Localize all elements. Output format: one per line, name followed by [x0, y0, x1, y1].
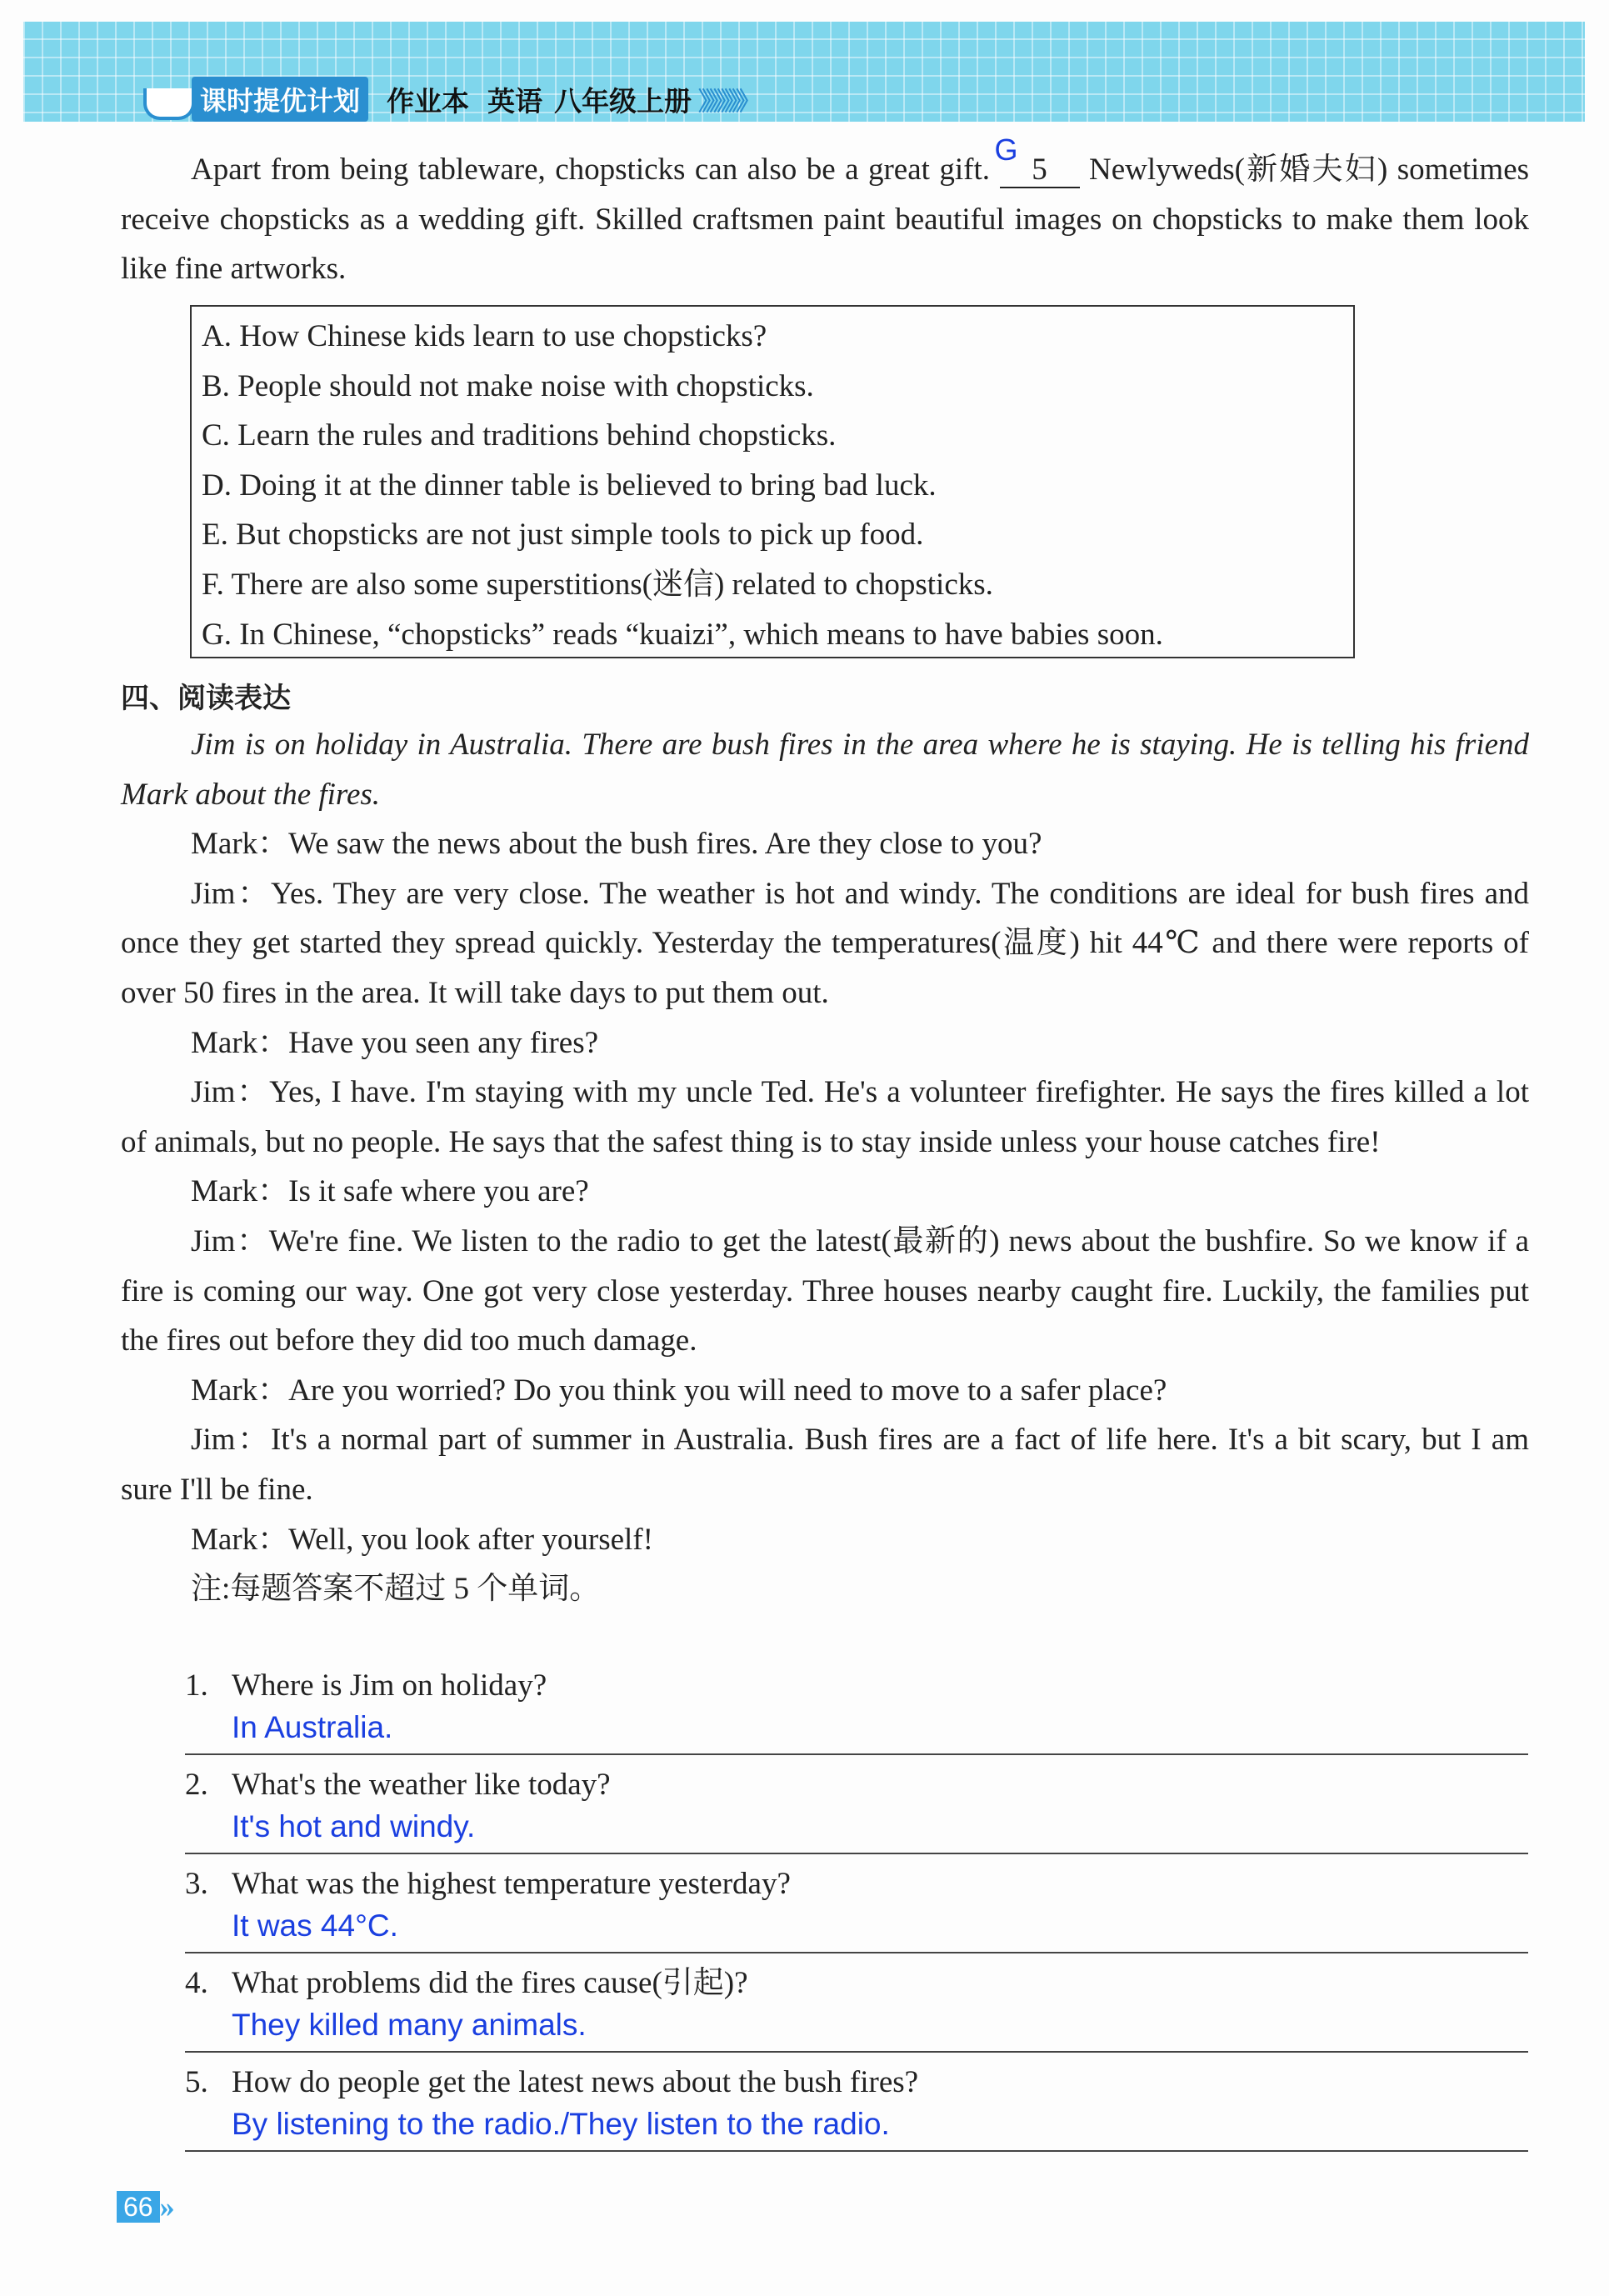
page-number: 66: [117, 2191, 160, 2223]
question-1: [185, 1665, 1528, 1755]
dialogue-line: Jim：Yes. They are very close. The weather is hot and windy. The conditions are ideal for bush fires and once they get started they spread quickly. Yesterday the temperatures(温度) hit 44℃ and there were reports of over 50 fires in the area. It will take days to put them out.: [121, 876, 1529, 1010]
options-box: [190, 305, 1355, 658]
question-number: 2.: [185, 1768, 208, 1802]
note: 注:每题答案不超过 5 个单词。: [191, 1572, 601, 1607]
passage-paragraph: [121, 133, 1530, 294]
brand-label: 课时提优计划: [192, 77, 368, 122]
question-text: What's the weather like today?: [232, 1768, 611, 1802]
blank-number: 5: [1032, 153, 1047, 187]
question-4: [185, 1963, 1528, 2053]
question-number: 5.: [185, 2065, 208, 2099]
option: C. Learn the rules and traditions behind chopsticks.: [202, 418, 837, 453]
option: D. Doing it at the dinner table is believed to bring bad luck.: [202, 468, 937, 503]
question-2: [185, 1764, 1528, 1854]
answer-text: It was 44°C.: [185, 1905, 1528, 1953]
question-3: [185, 1863, 1528, 1953]
option: E. But chopsticks are not just simple tools to pick up food.: [202, 518, 924, 553]
option: A. How Chinese kids learn to use chopsticks?: [202, 319, 767, 353]
dialogue-line: Mark：Well, you look after yourself!: [191, 1522, 653, 1557]
dialogue-line: Mark：We saw the news about the bush fires. Are they close to you?: [191, 827, 1042, 862]
question-number: 4.: [185, 1966, 208, 2000]
page-number-badge: [117, 2189, 175, 2224]
answer-text: They killed many animals.: [185, 2004, 1528, 2053]
page-header: [140, 77, 756, 122]
dialogue-line: Mark：Are you worried? Do you think you will need to move to a safer place?: [191, 1373, 1167, 1408]
option: F. There are also some superstitions(迷信) related to chopsticks.: [202, 567, 993, 602]
question-text: Where is Jim on holiday?: [232, 1668, 547, 1703]
grade: 八年级上册: [554, 84, 692, 118]
option: G. In Chinese, “chopsticks” reads “kuaizi”, which means to have babies soon.: [202, 617, 1163, 652]
dialogue-line: Jim：We're fine. We listen to the radio to get the latest(最新的) news about the bushfire. So we know if a fire is coming our way. One got very close yesterday. Three houses nearby caught fire. Luckily, the families put the fires out before they did too much damage.: [121, 1223, 1529, 1358]
answer-text: In Australia.: [185, 1707, 1528, 1755]
book-icon: [140, 78, 192, 120]
question-number: 1.: [185, 1668, 208, 1703]
intro: Jim is on holiday in Australia. There are bush fires in the area where he is staying. He is telling his friend Mark about the fires.: [121, 728, 1529, 812]
chevrons-decoration: 》》》》》》: [698, 88, 757, 117]
paragraph-text: Newlyweds(新婚夫妇) sometimes receive chopsticks as a wedding gift. Skilled craftsmen paint beautiful images on chopsticks to make them look like fine artworks.: [121, 153, 1530, 287]
subject: 英语: [487, 84, 543, 118]
blank-answer: G: [994, 133, 1018, 167]
answer-text: By listening to the radio./They listen to the radio.: [185, 2103, 1528, 2152]
dialogue-line: Jim：Yes, I have. I'm staying with my uncle Ted. He's a volunteer firefighter. He says the fires killed a lot of animals, but no people. He says that the safest thing is to stay inside unless your house catches fire!: [121, 1075, 1529, 1159]
question-text: What problems did the fires cause(引起)?: [232, 1966, 748, 2000]
paragraph-text: Apart from being tableware, chopsticks can also be a great gift.: [191, 153, 991, 187]
chevron-right-icon: »: [159, 2190, 175, 2223]
question-text: What was the highest temperature yesterday?: [232, 1867, 791, 1901]
reading-passage: [121, 720, 1529, 1614]
option: B. People should not make noise with chopsticks.: [202, 368, 814, 403]
question-number: 3.: [185, 1867, 208, 1901]
section-title: 四、阅读表达: [121, 682, 291, 715]
question-text: How do people get the latest news about the bush fires?: [232, 2065, 919, 2099]
dialogue-line: Jim：It's a normal part of summer in Australia. Bush fires are a fact of life here. It's a bit scary, but I am sure I'll be fine.: [121, 1423, 1529, 1507]
book-type: 作业本: [387, 84, 470, 118]
dialogue-line: Mark：Is it safe where you are?: [191, 1174, 589, 1209]
dialogue-line: Mark：Have you seen any fires?: [191, 1025, 599, 1060]
answer-blank: [994, 133, 1080, 188]
answer-text: It's hot and windy.: [185, 1806, 1528, 1854]
question-5: [185, 2062, 1528, 2152]
